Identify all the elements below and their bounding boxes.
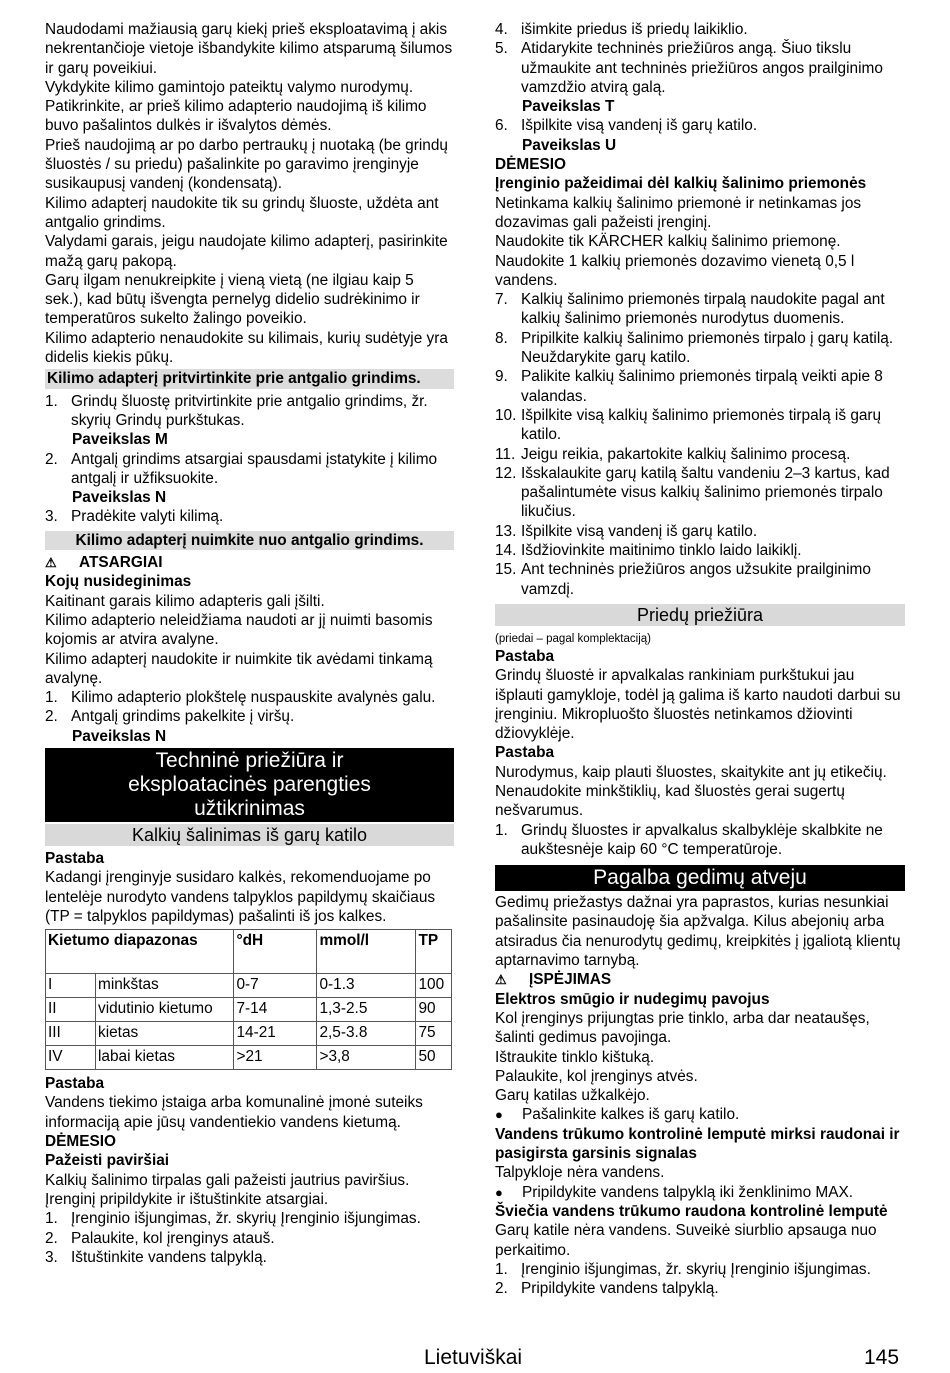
list-item: 2. Antgalį grindims pakelkite į viršų. <box>45 708 295 726</box>
accessory-care-title: Priedų priežiūra <box>495 604 905 626</box>
descale-steps-continued <box>495 20 905 155</box>
table-cell: 7-14 <box>234 998 317 1022</box>
caution-heading: ⚠ ATSARGIAI <box>45 554 163 572</box>
footer-language: Lietuviškai <box>424 1346 523 1369</box>
attention-title: Įrenginio pažeidimai dėl kalkių šalinimo priemonės <box>495 175 867 193</box>
bullet-item: ● Pripildykite vandens talpyklą iki ženklinimo MAX. <box>495 1183 854 1201</box>
list-item: 15. Ant techninės priežiūros angos užsukite prailginimo vamzdį. <box>495 561 871 598</box>
table-cell: 100 <box>416 974 452 998</box>
warning-heading: ⚠ ĮSPĖJIMAS <box>495 971 612 989</box>
warning-triangle-icon: ⚠ <box>45 555 57 571</box>
note-text: Kadangi įrenginyje susidaro kalkės, rekomenduojame po lentelėje nurodyto vandens talpyklos papildymų skaičiaus (TP = talpyklos papildymas) pašalinti iš jos kalkes. <box>45 869 436 925</box>
caution-text: Kaitinant garais kilimo adapteris gali įšilti. Kilimo adapterio neleidžiama naudoti ar jį nuimti basomis kojomis ar atvira avalyne. Kilimo adapterį naudokite ir nuimkite tik avėdami tinkamą avalynę. <box>45 592 433 687</box>
water-hardness-table <box>45 929 452 1070</box>
note-label: Pastaba <box>45 849 105 867</box>
table-cell: 1,3-2.5 <box>317 998 416 1022</box>
accessory-subtitle: (priedai – pagal komplektaciją) <box>495 632 651 645</box>
list-item: 2. Palaukite, kol įrenginys atauš. <box>45 1229 275 1247</box>
maintenance-section-title: Techninė priežiūra ir eksploatacinės parengties užtikrinimas <box>45 748 454 822</box>
note-text: Vandens tiekimo įstaiga arba komunalinė įmonė suteiks informaciją apie jūsų vandentiekio vandens kietumą. <box>45 1094 423 1131</box>
right-column <box>495 20 905 1298</box>
table-header-cell: °dH <box>234 930 317 974</box>
table-row <box>46 1046 452 1070</box>
list-item: 10. Išpilkite visą kalkių šalinimo priemonės tirpalą iš garų katilo. <box>495 406 882 444</box>
warning-title: Elektros smūgio ir nudegimų pavojus <box>495 990 770 1008</box>
table-cell: 2,5-3.8 <box>317 1022 416 1046</box>
table-cell: 0-7 <box>234 974 317 998</box>
table-header-cell: Kietumo diapazonas <box>46 930 234 974</box>
table-cell: II <box>46 998 96 1022</box>
list-item: 4. išimkite priedus iš priedų laikiklio. <box>495 21 748 38</box>
remove-adapter-header: Kilimo adapterį nuimkite nuo antgalio grindims. <box>45 531 454 550</box>
attention-label: DĖMESIO <box>45 1133 116 1151</box>
fault-text: Garų katile nėra vandens. Suveikė siurblio apsauga nuo perkaitimo. <box>495 1222 877 1259</box>
table-cell: >3,8 <box>317 1046 416 1070</box>
table-row <box>46 998 452 1022</box>
table-header-cell: TP <box>416 930 452 974</box>
note-label: Pastaba <box>495 744 555 762</box>
descaling-section-title: Kalkių šalinimas iš garų katilo <box>45 824 454 846</box>
attention-text: Netinkama kalkių šalinimo priemonė ir netinkamas jos dozavimas gali pažeisti įrenginį. Naudokite tik KÄRCHER kalkių šalinimo priemonę. Naudokite 1 kalkių priemonės dozavimo vienetą 0,5 l vandens. <box>495 194 862 289</box>
list-item: 14. Išdžiovinkite maitinimo tinklo laido laikiklį. <box>495 542 802 560</box>
table-cell: III <box>46 1022 96 1046</box>
table-cell: 90 <box>416 998 452 1022</box>
figure-reference: Paveikslas N <box>72 727 167 745</box>
table-cell: minkštas <box>96 974 234 998</box>
troubleshooting-section-title: Pagalba gedimų atveju <box>495 865 905 891</box>
descale-steps <box>45 1209 454 1267</box>
warning-text: Kol įrenginys prijungtas prie tinklo, arba dar neataušęs, šalinti gedimus pavojinga. Ištraukite tinklo kištuką. Palaukite, kol įrenginys atvės. Garų katilas užkalkėjo. <box>495 1009 870 1105</box>
figure-reference: Paveikslas M <box>72 431 168 449</box>
list-item: 7. Kalkių šalinimo priemonės tirpalą naudokite pagal ant kalkių šalinimo priemonės nurodytus duomenis. <box>495 291 885 328</box>
table-header-cell: mmol/l <box>317 930 416 974</box>
troubleshooting-intro: Gedimų priežastys dažnai yra paprastos, kurias nesunkiai pašalinsite pasinaudoję šia apžvalga. Kilus abejonių arba atsiradus čia nenurodytų gedimų, kreipkitės į įgaliotą klientų aptarnavimo tarnybą. <box>495 894 901 970</box>
list-item: 6. Išpilkite visą vandenį iš garų katilo. <box>495 117 758 135</box>
bullet-dot-icon: ● <box>495 1184 503 1200</box>
table-cell: I <box>46 974 96 998</box>
list-item: 1. Grindų šluostes ir apvalkalus skalbyklėje skalbkite ne aukštesnėje kaip 60 °C temperatūroje. <box>495 821 883 858</box>
list-item: 12. Išskalaukite garų katilą šaltu vandeniu 2–3 kartus, kad pašalintumėte visus kalkių šalinimo priemonės tirpalo likučius. <box>495 464 890 521</box>
table-header-row <box>46 930 452 974</box>
table-cell: 75 <box>416 1022 452 1046</box>
attach-adapter-header: Kilimo adapterį pritvirtinkite prie antgalio grindims. <box>45 369 454 388</box>
table-cell: kietas <box>96 1022 234 1046</box>
attention-title: Pažeisti paviršiai <box>45 1152 170 1170</box>
note-text: Grindų šluostė ir apvalkalas rankiniam purkštukui jau išplauti gamykloje, todėl ją galima iš karto naudoti darbui su įrenginiu. Mikropluošto šluostės netinkamos džiovinti džiovyklėje. <box>495 667 901 743</box>
caution-title: Kojų nusideginimas <box>45 573 192 591</box>
figure-reference: Paveikslas T <box>522 98 615 116</box>
page-number: 145 <box>864 1346 900 1369</box>
list-item: 11. Jeigu reikia, pakartokite kalkių šalinimo procesą. <box>495 445 851 463</box>
fault-text: Talpykloje nėra vandens. <box>495 1164 665 1182</box>
table-cell: vidutinio kietumo <box>96 998 234 1022</box>
attention-label: DĖMESIO <box>495 156 566 174</box>
note-text: Nurodymus, kaip plauti šluostes, skaitykite ant jų etikečių. Nenaudokite minkštiklių, kad šluostės gerai sugertų nešvarumus. <box>495 763 887 820</box>
table-row <box>46 974 452 998</box>
descale-steps-b <box>495 290 905 599</box>
list-item: 8. Pripilkite kalkių šalinimo priemonės tirpalo į garų katilą. Neuždarykite garų katilo. <box>495 329 894 367</box>
table-cell: 50 <box>416 1046 452 1070</box>
list-item: 1. Įrenginio išjungimas, žr. skyrių Įrenginio išjungimas. <box>45 1210 421 1228</box>
table-cell: 14-21 <box>234 1022 317 1046</box>
list-item: 9. Palikite kalkių šalinimo priemonės tirpalą veikti apie 8 valandas. <box>495 368 883 405</box>
left-column <box>45 20 454 1267</box>
list-item: 3. Pradėkite valyti kilimą. <box>45 508 224 526</box>
fault-title: Vandens trūkumo kontrolinė lemputė mirksi raudonai ir pasigirsta garsinis signalas <box>495 1125 900 1163</box>
list-item: 5. Atidarykite techninės priežiūros angą. Šiuo tikslu užmaukite ant techninės priežiūros angos prailginimo vamzdžio atvirą galą. <box>495 40 883 96</box>
figure-reference: Paveikslas N <box>72 489 167 507</box>
list-item: 2. Pripildykite vandens talpyklą. <box>495 1280 719 1298</box>
list-item: 3. Ištuštinkite vandens talpyklą. <box>45 1248 267 1266</box>
note-label: Pastaba <box>495 647 555 665</box>
list-item: 1. Įrenginio išjungimas, žr. skyrių Įrenginio išjungimas. <box>495 1260 871 1278</box>
table-cell: 0-1.3 <box>317 974 416 998</box>
table-cell: labai kietas <box>96 1046 234 1070</box>
list-item: 1. Kilimo adapterio plokštelę nuspauskite avalynės galu. <box>45 689 436 707</box>
table-row <box>46 1022 452 1046</box>
attach-steps <box>45 392 454 527</box>
carpet-intro-text: Naudodami mažiausią garų kiekį prieš eksploatavimą į akis nekrentančioje vietoje išbandykite kilimo atsparumą šilumos ir garų poveikiui. Vykdykite kilimo gamintojo pateiktų valymo nurodymų. Patikrinkite, ar prieš kilimo adapterio naudojimą iš kilimo buvo pašalintos dulkės ir išvalytos dėmės. Prieš naudojimą ar po darbo pertraukų į nuotaką (be grindų šluostės / su priedu) pašalinkite po garavimo įrenginyje susikaupusį vandenį (kondensatą). Kilimo adapterį naudokite tik su grindų šluoste, uždėta ant antgalio grindims. Valydami garais, jeigu naudojate kilimo adapterį, pasirinkite mažą garų pakopą. Garų ilgam nenukreipkite į vieną vietą (ne ilgiau kaip 5 sek.), kad būtų išvengta pernelyg didelio sudrėkinimo ir temperatūros sukelto žalingo poveikio. Kilimo adapterio nenaudokite su kilimais, kurių sudėtyje yra didelis kiekis pūkų. <box>45 21 453 367</box>
remove-steps <box>45 688 454 746</box>
bullet-dot-icon: ● <box>495 1107 503 1123</box>
warning-triangle-icon: ⚠ <box>495 972 507 988</box>
figure-reference: Paveikslas U <box>522 136 617 154</box>
list-item: 1. Grindų šluostę pritvirtinkite prie antgalio grindims, žr. skyrių Grindų purkštukas. <box>45 392 428 429</box>
list-item: 2. Antgalį grindims atsargiai spausdami įstatykite į kilimo antgalį ir užfiksuokite. <box>45 450 438 487</box>
bullet-item: ● Pašalinkite kalkes iš garų katilo. <box>495 1106 740 1124</box>
note-label: Pastaba <box>45 1075 105 1093</box>
fault-title: Šviečia vandens trūkumo raudona kontrolinė lemputė <box>495 1202 888 1220</box>
attention-text: Kalkių šalinimo tirpalas gali pažeisti jautrius paviršius. Įrenginį pripildykite ir ištuštinkite atsargiai. <box>45 1171 410 1208</box>
list-item: 13. Išpilkite visą vandenį iš garų katilo. <box>495 522 758 540</box>
table-cell: >21 <box>234 1046 317 1070</box>
table-cell: IV <box>46 1046 96 1070</box>
